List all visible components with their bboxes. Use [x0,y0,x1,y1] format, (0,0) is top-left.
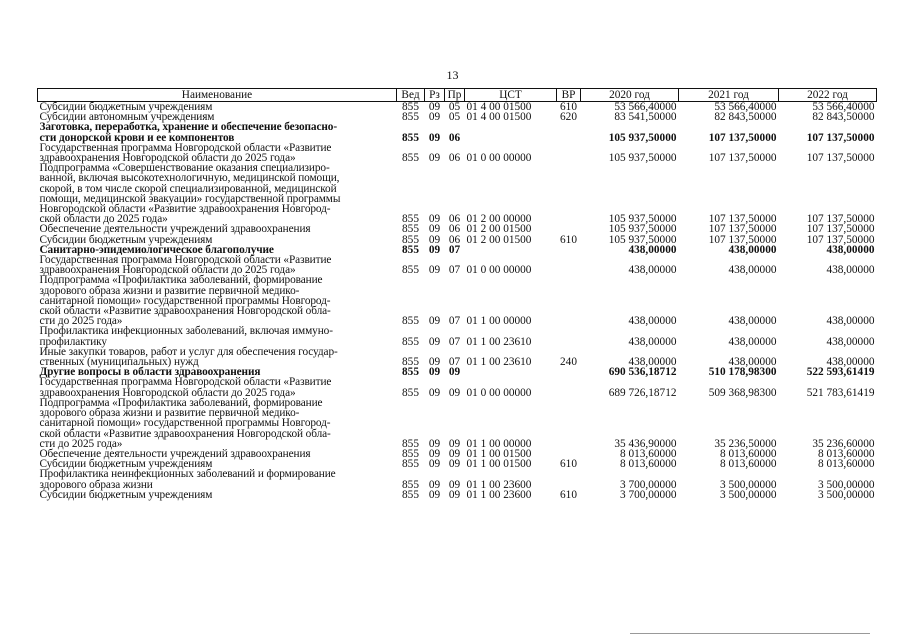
cell-2021: 438,00000 [728,335,777,348]
cell-pr: 09 [448,478,461,491]
cell-ved: 855 [402,458,419,471]
cell-name: Профилактика неинфекционных заболеваний и формирование здорового образа жизни [39,468,336,491]
cell-ved: 855 [402,437,419,450]
cell-vr [557,245,581,255]
cell-2022: 107 137,50000 [806,131,875,144]
col-header-name: Наименование [38,89,397,102]
cell-vr: 620 [560,111,577,124]
cell-ved: 855 [402,356,419,369]
cell-2020: 105 937,50000 [608,213,677,226]
cell-cst: 01 1 00 23610 [466,335,532,348]
cell-2021: 8 013,60000 [720,447,777,460]
cell-cst [465,122,557,142]
cell-pr: 09 [448,366,461,379]
cell-2021: 510 178,98300 [708,366,777,379]
cell-name: Другие вопросы в области здравоохранения [39,366,261,379]
cell-pr: 07 [448,264,461,277]
cell-ved: 855 [402,447,419,460]
cell-pr: 09 [448,458,461,471]
cell-2022: 438,00000 [826,356,875,369]
cell-name: Подпрограмма «Профилактика заболеваний, формирование здорового образа жизни и развитие первичной медико- санитарной помощи» государственной программы Новгород- ской области «Развитие здравоохранения Новгородской обла- сти до 2025 года» [39,396,331,450]
cell-2022: 53 566,40000 [812,101,875,113]
cell-ved: 855 [402,264,419,277]
cell-rz: 09 [428,233,441,246]
cell-ved: 855 [402,243,419,256]
cell-2022: 107 137,50000 [806,233,875,246]
cell-cst: 01 0 00 00000 [466,386,532,399]
cell-2020: 83 541,50000 [614,111,677,124]
cell-vr: 240 [560,356,577,369]
cell-vr [557,469,581,489]
cell-pr: 06 [448,131,461,144]
table-body [38,102,877,500]
cell-name: Государственная программа Новгородской области «Развитие здравоохранения Новгородской области до 2025 года» [39,376,332,399]
cell-2020: 35 436,90000 [614,437,677,450]
header-row [38,89,877,102]
cell-rz: 09 [428,356,441,369]
cell-2022: 522 593,61419 [806,366,875,379]
cell-ved: 855 [402,213,419,226]
cell-rz: 09 [428,437,441,450]
cell-vr [557,367,581,377]
cell-2022: 3 500,00000 [818,478,875,491]
cell-2020: 105 937,50000 [608,131,677,144]
cell-name: Профилактика инфекционных заболеваний, включая иммуно- профилактику [39,325,333,348]
cell-rz: 09 [428,458,441,471]
cell-2020: 105 937,50000 [608,152,677,165]
cell-cst: 01 4 00 01500 [466,101,532,113]
cell-2020: 105 937,50000 [608,223,677,236]
cell-vr [557,377,581,397]
cell-ved: 855 [402,488,419,501]
cell-vr [557,122,581,142]
cell-rz: 09 [428,478,441,491]
cell-pr: 05 [448,101,461,113]
cell-name: Субсидии бюджетным учреждениям [39,101,213,113]
cell-name: Государственная программа Новгородской области «Развитие здравоохранения Новгородской области до 2025 года» [39,141,332,165]
cell-name: Обеспечение деятельности учреждений здравоохранения [39,223,311,236]
cell-vr [557,255,581,275]
cell-vr: 610 [560,233,577,246]
cell-2021: 82 843,50000 [714,111,777,124]
table-row [38,143,877,163]
cell-pr: 09 [448,386,461,399]
cell-name: Субсидии бюджетным учреждениям [39,488,213,501]
cell-ved: 855 [402,223,419,236]
cell-cst: 01 1 00 23600 [466,478,532,491]
cell-name: Санитарно-эпидемиологическое благополучие [39,243,274,256]
cell-2021: 53 566,40000 [714,101,777,113]
cell-2022: 82 843,50000 [812,111,875,124]
cell-pr: 06 [448,152,461,165]
cell-2021: 438,00000 [728,315,777,328]
cell-pr: 05 [448,111,461,124]
cell-rz: 09 [428,386,441,399]
cell-vr [557,326,581,346]
cell-2022: 521 783,61419 [806,386,875,399]
cell-2021: 3 500,00000 [720,488,777,501]
table-row [38,377,877,397]
cell-2022: 438,00000 [826,335,875,348]
cell-2020: 438,00000 [628,264,677,277]
cell-2020: 3 700,00000 [620,478,677,491]
table-row [38,122,877,142]
cell-pr: 07 [448,315,461,328]
cell-2021: 107 137,50000 [708,213,777,226]
cell-2022: 438,00000 [826,315,875,328]
col-header-pr: Пр [445,89,465,102]
cell-pr: 06 [448,223,461,236]
cell-2022: 107 137,50000 [806,213,875,226]
cell-name: Заготовка, переработка, хранение и обеспечение безопасно- сти донорской крови и ее компонентов [39,121,338,144]
cell-2021: 107 137,50000 [708,152,777,165]
cell-2020: 438,00000 [628,335,677,348]
cell-2021: 509 368,98300 [708,386,777,399]
cell-rz: 09 [428,213,441,226]
cell-ved: 855 [402,101,419,113]
table-header [38,89,877,102]
cell-ved: 855 [402,152,419,165]
cell-cst: 01 0 00 00000 [466,152,532,165]
col-header-cst: ЦСТ [465,89,557,102]
cell-2020: 105 937,50000 [608,233,677,246]
cell-name: Подпрограмма «Профилактика заболеваний, формирование здорового образа жизни и развитие первичной медико- санитарной помощи» государственной программы Новгород- ской области «Развитие здравоохранения Новгородской обла- сти до 2025 года» [39,274,331,328]
cell-rz: 09 [428,366,441,379]
col-header-2020: 2020 год [581,89,679,102]
cell-vr [557,143,581,163]
cell-2021: 438,00000 [728,356,777,369]
cell-pr: 09 [448,437,461,450]
cell-ved: 855 [402,366,419,379]
cell-2021: 3 500,00000 [720,478,777,491]
cell-pr: 09 [448,447,461,460]
cell-name: Иные закупки товаров, работ и услуг для обеспечения государ- ственных (муниципальных) нужд [39,345,338,369]
cell-2022: 8 013,60000 [818,447,875,460]
cell-pr: 09 [448,488,461,501]
cell-vr: 610 [560,458,577,471]
cell-2022: 35 236,60000 [812,437,875,450]
cell-rz: 09 [428,315,441,328]
cell-rz: 09 [428,223,441,236]
cell-cst: 01 2 00 01500 [466,223,532,236]
cell-2022: 438,00000 [826,264,875,277]
col-header-rz: Рз [425,89,445,102]
col-header-2022: 2022 год [779,89,877,102]
page-number: 13 [446,68,459,82]
footer-rule [630,633,870,634]
cell-rz: 09 [428,131,441,144]
col-header-vr: ВР [557,89,581,102]
col-header-ved: Вед [397,89,425,102]
cell-cst: 01 1 00 01500 [466,458,532,471]
cell-2022: 438,00000 [826,243,875,256]
cell-2020: 438,00000 [628,356,677,369]
cell-ved: 855 [402,335,419,348]
cell-rz: 09 [428,447,441,460]
cell-cst [465,367,557,377]
cell-pr: 07 [448,335,461,348]
cell-pr: 06 [448,233,461,246]
cell-cst [465,245,557,255]
cell-vr [557,275,581,326]
cell-2022: 107 137,50000 [806,152,875,165]
cell-2021: 35 236,50000 [714,437,777,450]
table-row [38,469,877,489]
cell-cst: 01 0 00 00000 [466,264,532,277]
cell-2021: 8 013,60000 [720,458,777,471]
table-row [38,347,877,367]
cell-ved: 855 [402,386,419,399]
cell-2020: 3 700,00000 [620,488,677,501]
cell-cst: 01 2 00 00000 [466,213,532,226]
cell-cst: 01 2 00 01500 [466,233,532,246]
cell-2022: 8 013,60000 [818,458,875,471]
cell-rz: 09 [428,243,441,256]
cell-name: Субсидии автономным учреждениям [39,111,215,124]
cell-vr [557,163,581,224]
cell-2020: 8 013,60000 [620,447,677,460]
cell-2021: 107 137,50000 [708,223,777,236]
cell-vr: 610 [560,488,577,501]
cell-rz: 09 [428,488,441,501]
cell-cst: 01 1 00 00000 [466,315,532,328]
cell-2020: 8 013,60000 [620,458,677,471]
budget-table [37,88,877,500]
cell-name: Государственная программа Новгородской области «Развитие здравоохранения Новгородской области до 2025 года» [39,254,332,277]
cell-pr: 06 [448,213,461,226]
cell-2020: 690 536,18712 [608,366,677,379]
table-row [38,255,877,275]
cell-pr: 07 [448,243,461,256]
cell-ved: 855 [402,478,419,491]
cell-name: Субсидии бюджетным учреждениям [39,233,213,246]
cell-ved: 855 [402,111,419,124]
cell-2021: 107 137,50000 [708,233,777,246]
cell-vr [557,398,581,449]
table-row [38,326,877,346]
cell-cst: 01 4 00 01500 [466,111,532,124]
cell-2020: 689 726,18712 [608,386,677,399]
cell-rz: 09 [428,101,441,113]
table-row [38,275,877,326]
table-row [38,398,877,449]
cell-2020: 438,00000 [628,315,677,328]
cell-cst: 01 1 00 01500 [466,447,532,460]
table-row [38,163,877,224]
cell-2020: 53 566,40000 [614,101,677,113]
cell-cst: 01 1 00 00000 [466,437,532,450]
cell-cst: 01 1 00 23600 [466,488,532,501]
cell-2020: 438,00000 [628,243,677,256]
cell-cst: 01 1 00 23610 [466,356,532,369]
cell-name: Обеспечение деятельности учреждений здравоохранения [39,447,311,460]
table-row [38,490,877,500]
cell-2021: 438,00000 [728,264,777,277]
cell-rz: 09 [428,264,441,277]
cell-rz: 09 [428,111,441,124]
cell-pr: 07 [448,356,461,369]
cell-rz: 09 [428,152,441,165]
cell-2021: 107 137,50000 [708,131,777,144]
cell-rz: 09 [428,335,441,348]
cell-2022: 107 137,50000 [806,223,875,236]
cell-ved: 855 [402,233,419,246]
cell-name: Субсидии бюджетным учреждениям [39,458,213,471]
cell-name: Подпрограмма «Совершенствование оказания специализиро- ванной, включая высокотехнологичную, медицинской помощи, скорой, в том числе скорой специализированной, медицинской помощи, медицинской эвакуации» государственной программы Новгородской области «Развитие здравоохранения Новгород- ской области до 2025 года» [39,162,341,226]
cell-2021: 438,00000 [728,243,777,256]
cell-ved: 855 [402,131,419,144]
cell-2022: 3 500,00000 [818,488,875,501]
col-header-2021: 2021 год [679,89,779,102]
cell-ved: 855 [402,315,419,328]
cell-vr: 610 [560,101,577,113]
